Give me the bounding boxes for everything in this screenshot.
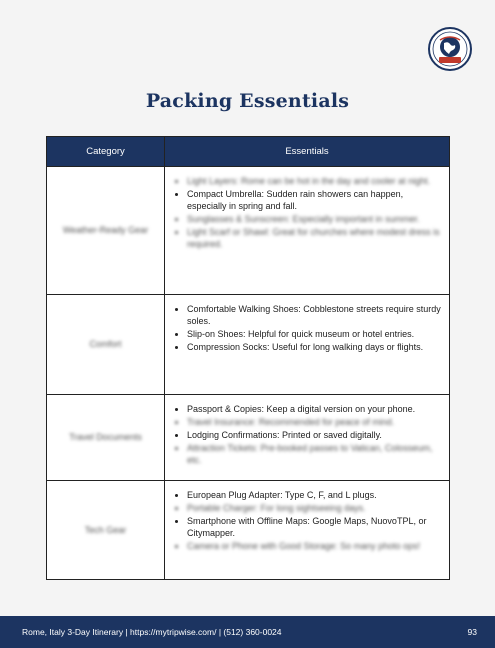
category-cell: Travel Documents (47, 395, 165, 481)
category-cell: Weather-Ready Gear (47, 167, 165, 295)
list-item: • Lodging Confirmations: Printed or saved digitally. (187, 429, 443, 441)
list-item: • Light Scarf or Shawl: Great for churches where modest dress is required. (187, 226, 443, 250)
table-row (47, 395, 450, 481)
footer-info: Rome, Italy 3-Day Itinerary | https://mytripwise.com/ | (512) 360-0024 (22, 627, 282, 637)
packing-table (46, 136, 450, 580)
page-title: Packing Essentials (145, 90, 350, 112)
header-essentials: Essentials (165, 137, 450, 167)
essentials-cell (165, 295, 450, 395)
essentials-cell (165, 395, 450, 481)
list-item: • Portable Charger: For long sightseeing days. (187, 502, 443, 514)
list-item: • Attraction Tickets: Pre-booked passes to Vatican, Colosseum, etc. (187, 442, 443, 466)
essentials-cell (165, 167, 450, 295)
list-item: • Smartphone with Offline Maps: Google Maps, NuovoTPL, or Citymapper. (187, 515, 443, 539)
header-category: Category (47, 137, 165, 167)
table-row (47, 295, 450, 395)
list-item: • Comfortable Walking Shoes: Cobblestone streets require sturdy soles. (187, 303, 443, 327)
page-footer (0, 616, 495, 648)
list-item: • Compact Umbrella: Sudden rain showers can happen, especially in spring and fall. (187, 188, 443, 212)
table-row (47, 167, 450, 295)
list-item: • Travel Insurance: Recommended for peace of mind. (187, 416, 443, 428)
category-cell: Tech Gear (47, 481, 165, 580)
list-item: • Slip-on Shoes: Helpful for quick museum or hotel entries. (187, 328, 443, 340)
category-cell: Comfort (47, 295, 165, 395)
table-row (47, 481, 450, 580)
list-item: • Passport & Copies: Keep a digital version on your phone. (187, 403, 443, 415)
table-header-row (47, 137, 450, 167)
list-item: • European Plug Adapter: Type C, F, and L plugs. (187, 489, 443, 501)
list-item: • Camera or Phone with Good Storage: So many photo ops! (187, 540, 443, 552)
list-item: • Sunglasses & Sunscreen: Especially important in summer. (187, 213, 443, 225)
list-item: • Light Layers: Rome can be hot in the day and cooler at night. (187, 175, 443, 187)
tripwise-logo (427, 26, 473, 72)
list-item: • Compression Socks: Useful for long walking days or flights. (187, 341, 443, 353)
page-number: 93 (467, 627, 477, 637)
globe-seal-icon (427, 26, 473, 72)
essentials-cell (165, 481, 450, 580)
